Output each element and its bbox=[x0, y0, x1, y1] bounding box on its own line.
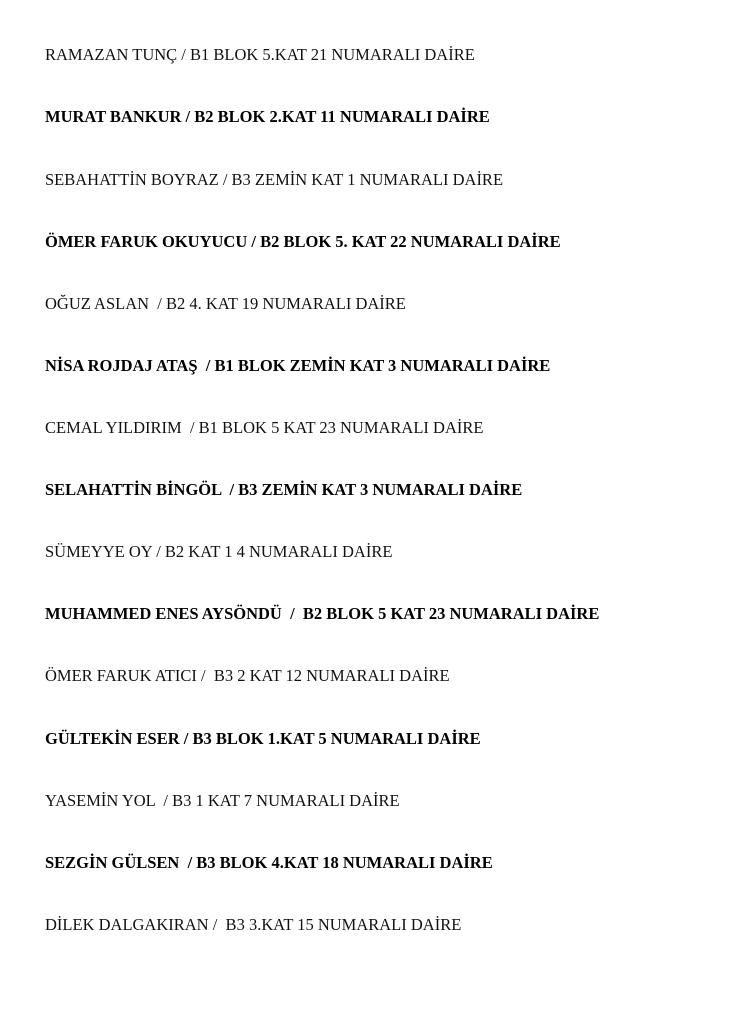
resident-entry-3: SEBAHATTİN BOYRAZ / B3 ZEMİN KAT 1 NUMARALI DAİRE bbox=[45, 170, 504, 189]
resident-entry-14: SEZGİN GÜLSEN / B3 BLOK 4.KAT 18 NUMARALI DAİRE bbox=[45, 853, 493, 872]
resident-entry-15: DİLEK DALGAKIRAN / B3 3.KAT 15 NUMARALI DAİRE bbox=[45, 915, 462, 934]
resident-entry-8: SELAHATTİN BİNGÖL / B3 ZEMİN KAT 3 NUMARALI DAİRE bbox=[45, 480, 523, 499]
resident-entry-4: ÖMER FARUK OKUYUCU / B2 BLOK 5. KAT 22 NUMARALI DAİRE bbox=[45, 232, 561, 251]
resident-entry-13: YASEMİN YOL / B3 1 KAT 7 NUMARALI DAİRE bbox=[45, 791, 400, 810]
resident-entry-7: CEMAL YILDIRIM / B1 BLOK 5 KAT 23 NUMARALI DAİRE bbox=[45, 418, 484, 437]
resident-entry-9: SÜMEYYE OY / B2 KAT 1 4 NUMARALI DAİRE bbox=[45, 542, 393, 561]
resident-entry-6: NİSA ROJDAJ ATAŞ / B1 BLOK ZEMİN KAT 3 NUMARALI DAİRE bbox=[45, 356, 551, 375]
resident-entry-12: GÜLTEKİN ESER / B3 BLOK 1.KAT 5 NUMARALI DAİRE bbox=[45, 729, 481, 748]
resident-entry-1: RAMAZAN TUNÇ / B1 BLOK 5.KAT 21 NUMARALI DAİRE bbox=[45, 45, 475, 64]
resident-entry-2: MURAT BANKUR / B2 BLOK 2.KAT 11 NUMARALI DAİRE bbox=[45, 107, 490, 126]
resident-entry-10: MUHAMMED ENES AYSÖNDÜ / B2 BLOK 5 KAT 23 NUMARALI DAİRE bbox=[45, 604, 600, 623]
resident-entry-11: ÖMER FARUK ATICI / B3 2 KAT 12 NUMARALI DAİRE bbox=[45, 666, 450, 685]
resident-entry-5: OĞUZ ASLAN / B2 4. KAT 19 NUMARALI DAİRE bbox=[45, 294, 406, 313]
